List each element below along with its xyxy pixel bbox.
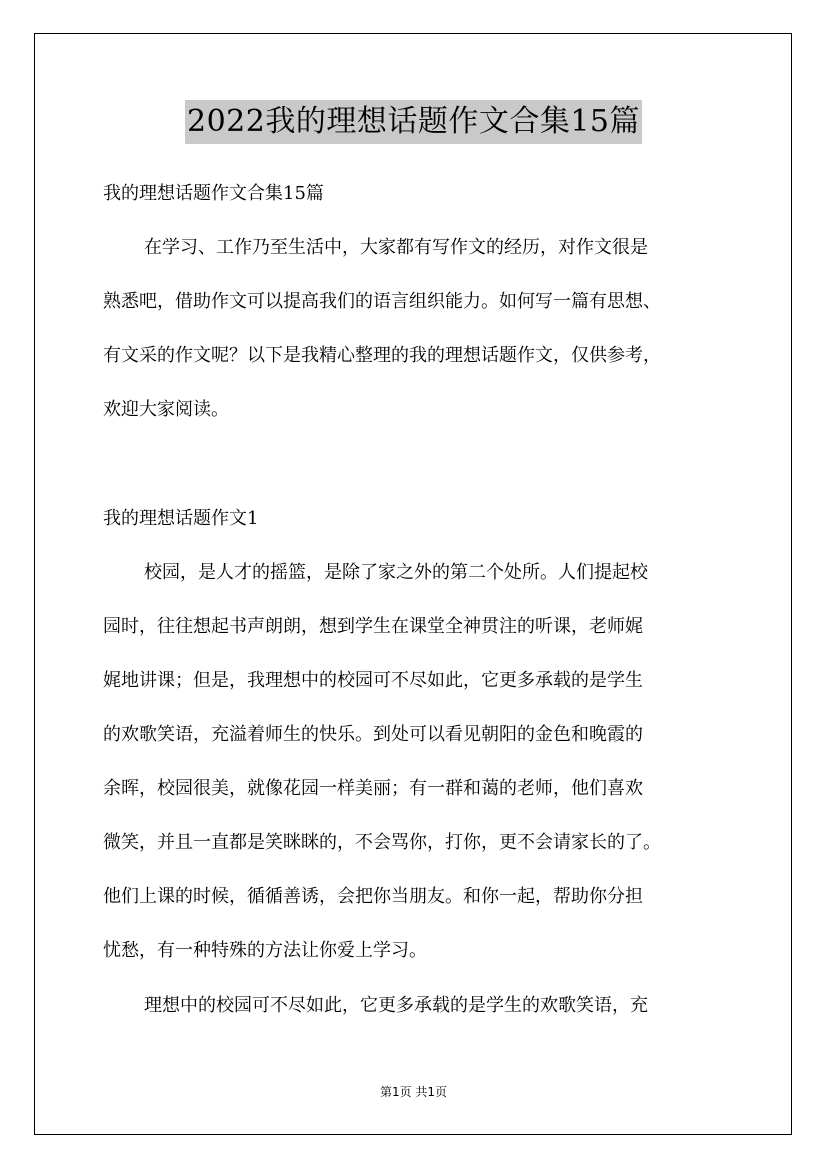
section-heading: 我的理想话题作文1 [103, 508, 259, 529]
paragraph-line: 校园，是人才的摇篮，是除了家之外的第二个处所。人们提起校 [144, 562, 648, 583]
paragraph-line: 微笑，并且一直都是笑眯眯的，不会骂你，打你，更不会请家长的了。 [103, 832, 661, 853]
paragraph-line: 欢迎大家阅读。 [103, 399, 229, 420]
next-paragraph [103, 979, 743, 1033]
document-subtitle: 我的理想话题作文合集15篇 [103, 183, 324, 204]
paragraph-line: 的欢歌笑语，充溢着师生的快乐。到处可以看见朝阳的金色和晚霞的 [103, 724, 643, 745]
paragraph-line: 理想中的校园可不尽如此，它更多承载的是学生的欢歌笑语，充 [144, 995, 648, 1016]
document-title: 2022我的理想话题作文合集15篇 [185, 100, 642, 144]
paragraph-line: 娓地讲课；但是，我理想中的校园可不尽如此，它更多承载的是学生 [103, 670, 643, 691]
paragraph-line: 园时，往往想起书声朗朗，想到学生在课堂全神贯注的听课，老师娓 [103, 616, 643, 637]
paragraph-line: 在学习、工作乃至生活中，大家都有写作文的经历，对作文很是 [144, 237, 648, 258]
paragraph-line: 有文采的作文呢？以下是我精心整理的我的理想话题作文，仅供参考， [103, 345, 661, 366]
page-footer: 第1页 共1页 [379, 1085, 448, 1099]
paragraph-line: 熟悉吧，借助作文可以提高我们的语言组织能力。如何写一篇有思想、 [103, 291, 661, 312]
intro-paragraph [103, 221, 743, 437]
paragraph-line: 余晖，校园很美，就像花园一样美丽；有一群和蔼的老师，他们喜欢 [103, 778, 643, 799]
section-paragraph [103, 546, 743, 978]
paragraph-line: 忧愁，有一种特殊的方法让你爱上学习。 [103, 940, 427, 961]
title-wrap [0, 100, 827, 144]
paragraph-line: 他们上课的时候，循循善诱，会把你当朋友。和你一起，帮助你分担 [103, 886, 643, 907]
